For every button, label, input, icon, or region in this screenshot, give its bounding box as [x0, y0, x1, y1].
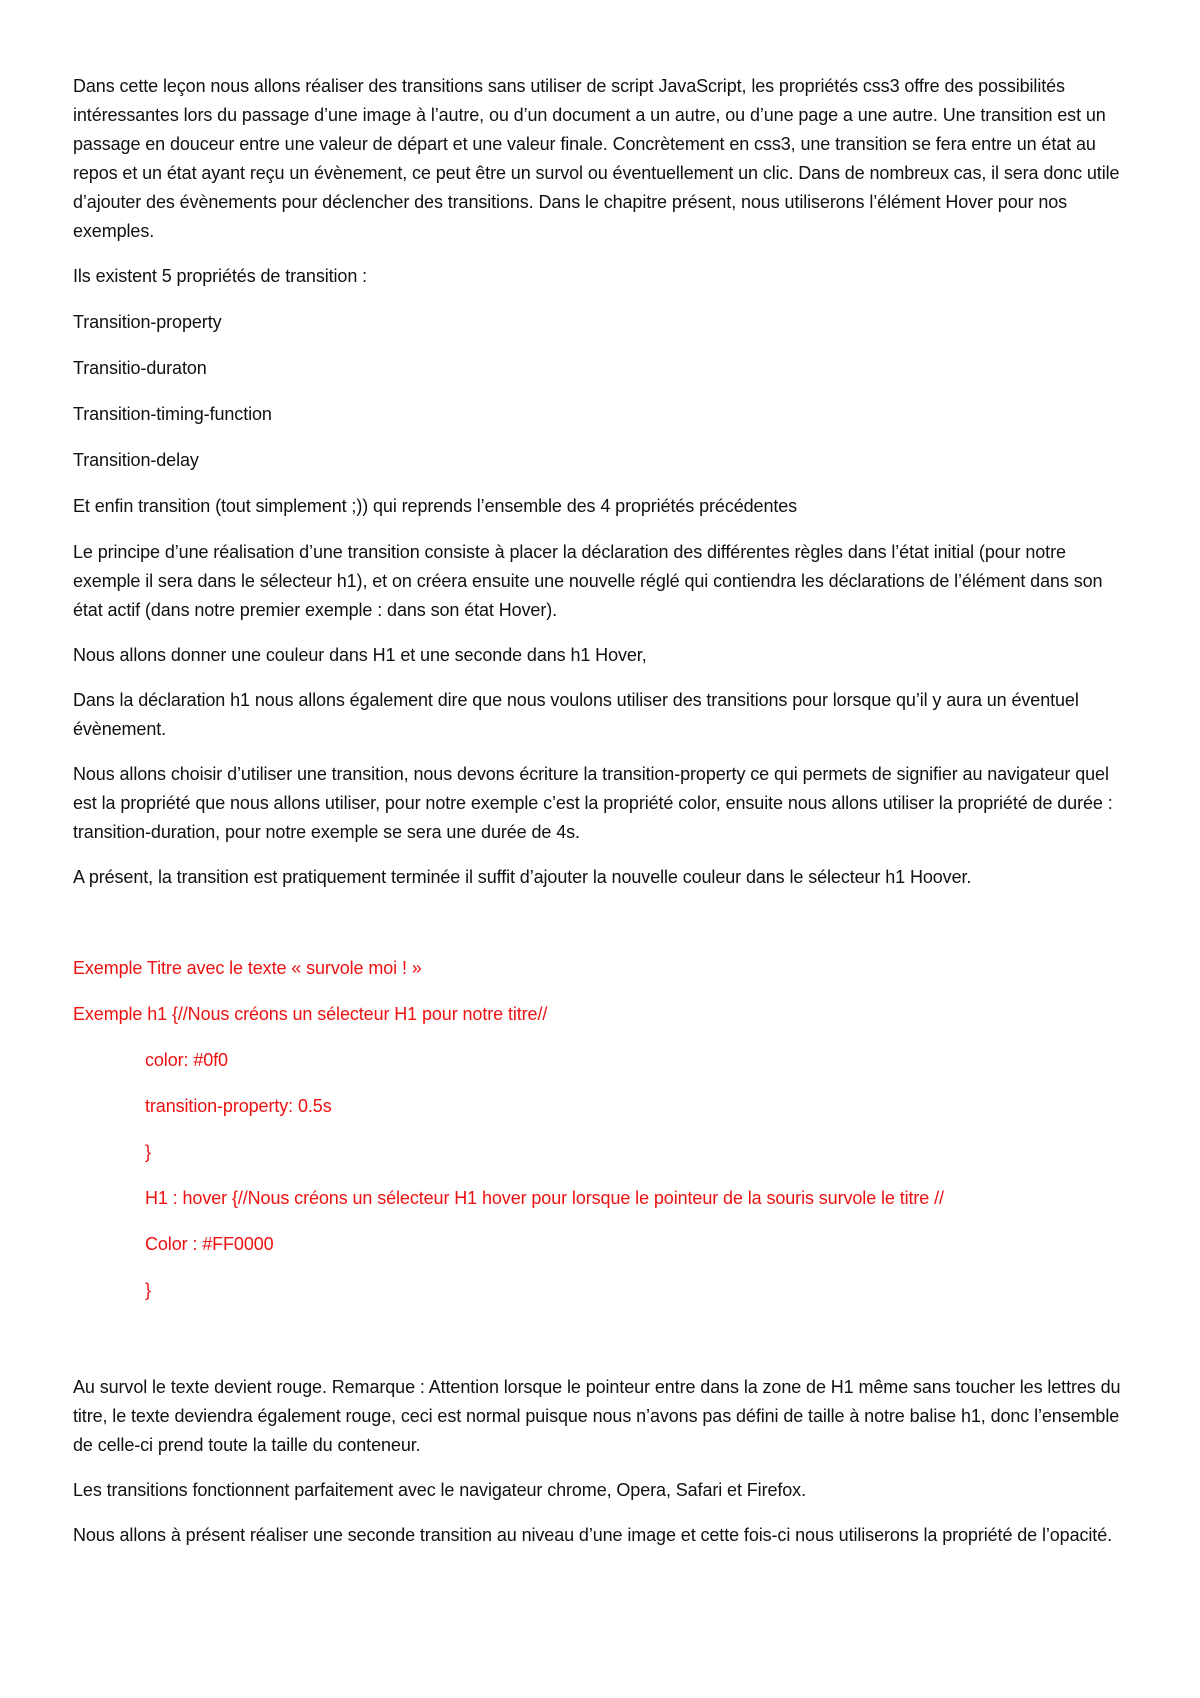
example-transition-line: transition-property: 0.5s — [145, 1096, 332, 1116]
example-hover-color-line: Color : #FF0000 — [145, 1234, 274, 1254]
example-color-line: color: #0f0 — [145, 1050, 228, 1070]
example-hover-line: H1 : hover {//Nous créons un sélecteur H1 hover pour lorsque le pointeur de la souris survole le titre // — [145, 1188, 944, 1208]
declaration-note: Dans la déclaration h1 nous allons également dire que nous voulons utiliser des transitions pour lorsque qu’il y aura un éventuel évènement. — [73, 690, 1079, 739]
intro-paragraph: Dans cette leçon nous allons réaliser des transitions sans utiliser de script JavaScript, les propriétés css3 offre des possibilités intéressantes lors du passage d’une image à l’autre, ou d’un document a un autre, ou d’une page a une autre. Une transition est un passage en douceur entre une valeur de départ et une valeur finale. Concrètement en css3, une transition se fera entre un état au repos et un état ayant reçu un évènement, ce peut être un survol ou éventuellement un clic. Dans de nombreux cas, il sera donc utile d’ajouter des évènements pour déclencher des transitions. Dans le chapitre présent, nous utiliserons l’élément Hover pour nos exemples. — [73, 76, 1120, 241]
property-item-4: Transition-delay — [73, 450, 199, 470]
example-code-block — [73, 954, 1135, 1305]
property-item-1: Transition-property — [73, 312, 222, 332]
properties-intro: Ils existent 5 propriétés de transition : — [73, 266, 368, 286]
finish-note: A présent, la transition est pratiquement terminée il suffit d’ajouter la nouvelle couleur dans le sélecteur h1 Hoover. — [73, 867, 972, 887]
property-item-3: Transition-timing-function — [73, 404, 272, 424]
principle-paragraph: Le principe d’une réalisation d’une transition consiste à placer la déclaration des différentes règles dans l’état initial (pour notre exemple il sera dans le sélecteur h1), et on créera ensuite une nouvelle réglé qui contiendra les déclarations de l’élément dans son état actif (dans notre premier exemple : dans son état Hover). — [73, 542, 1103, 620]
example-selector-line: Exemple h1 {//Nous créons un sélecteur H1 pour notre titre// — [73, 1004, 548, 1024]
browsers-note: Les transitions fonctionnent parfaitement avec le navigateur chrome, Opera, Safari et Firefox. — [73, 1480, 806, 1500]
document-page — [73, 72, 1135, 1566]
choice-note: Nous allons choisir d’utiliser une transition, nous devons écriture la transition-property ce qui permets de signifier au navigateur quel est la propriété que nous allons utiliser, pour notre exemple c’est la propriété color, ensuite nous allons utiliser la propriété de durée : transition-duration, pour notre exemple se sera une durée de 4s. — [73, 764, 1113, 842]
properties-summary: Et enfin transition (tout simplement ;)) qui reprends l’ensemble des 4 propriétés précédentes — [73, 496, 798, 516]
result-note: Au survol le texte devient rouge. Remarque : Attention lorsque le pointeur entre dans la zone de H1 même sans toucher les lettres du titre, le texte deviendra également rouge, ceci est normal puisque nous n’avons pas défini de taille à notre balise h1, donc l’ensemble de celle-ci prend toute la taille du conteneur. — [73, 1377, 1121, 1455]
example-close-brace-1: } — [145, 1142, 151, 1162]
colors-note: Nous allons donner une couleur dans H1 et une seconde dans h1 Hover, — [73, 645, 647, 665]
example-close-brace-2: } — [145, 1280, 151, 1300]
property-item-2: Transitio-duraton — [73, 358, 207, 378]
example-title-line: Exemple Titre avec le texte « survole moi ! » — [73, 958, 422, 978]
next-note: Nous allons à présent réaliser une seconde transition au niveau d’une image et cette fois-ci nous utiliserons la propriété de l’opacité. — [73, 1525, 1113, 1545]
